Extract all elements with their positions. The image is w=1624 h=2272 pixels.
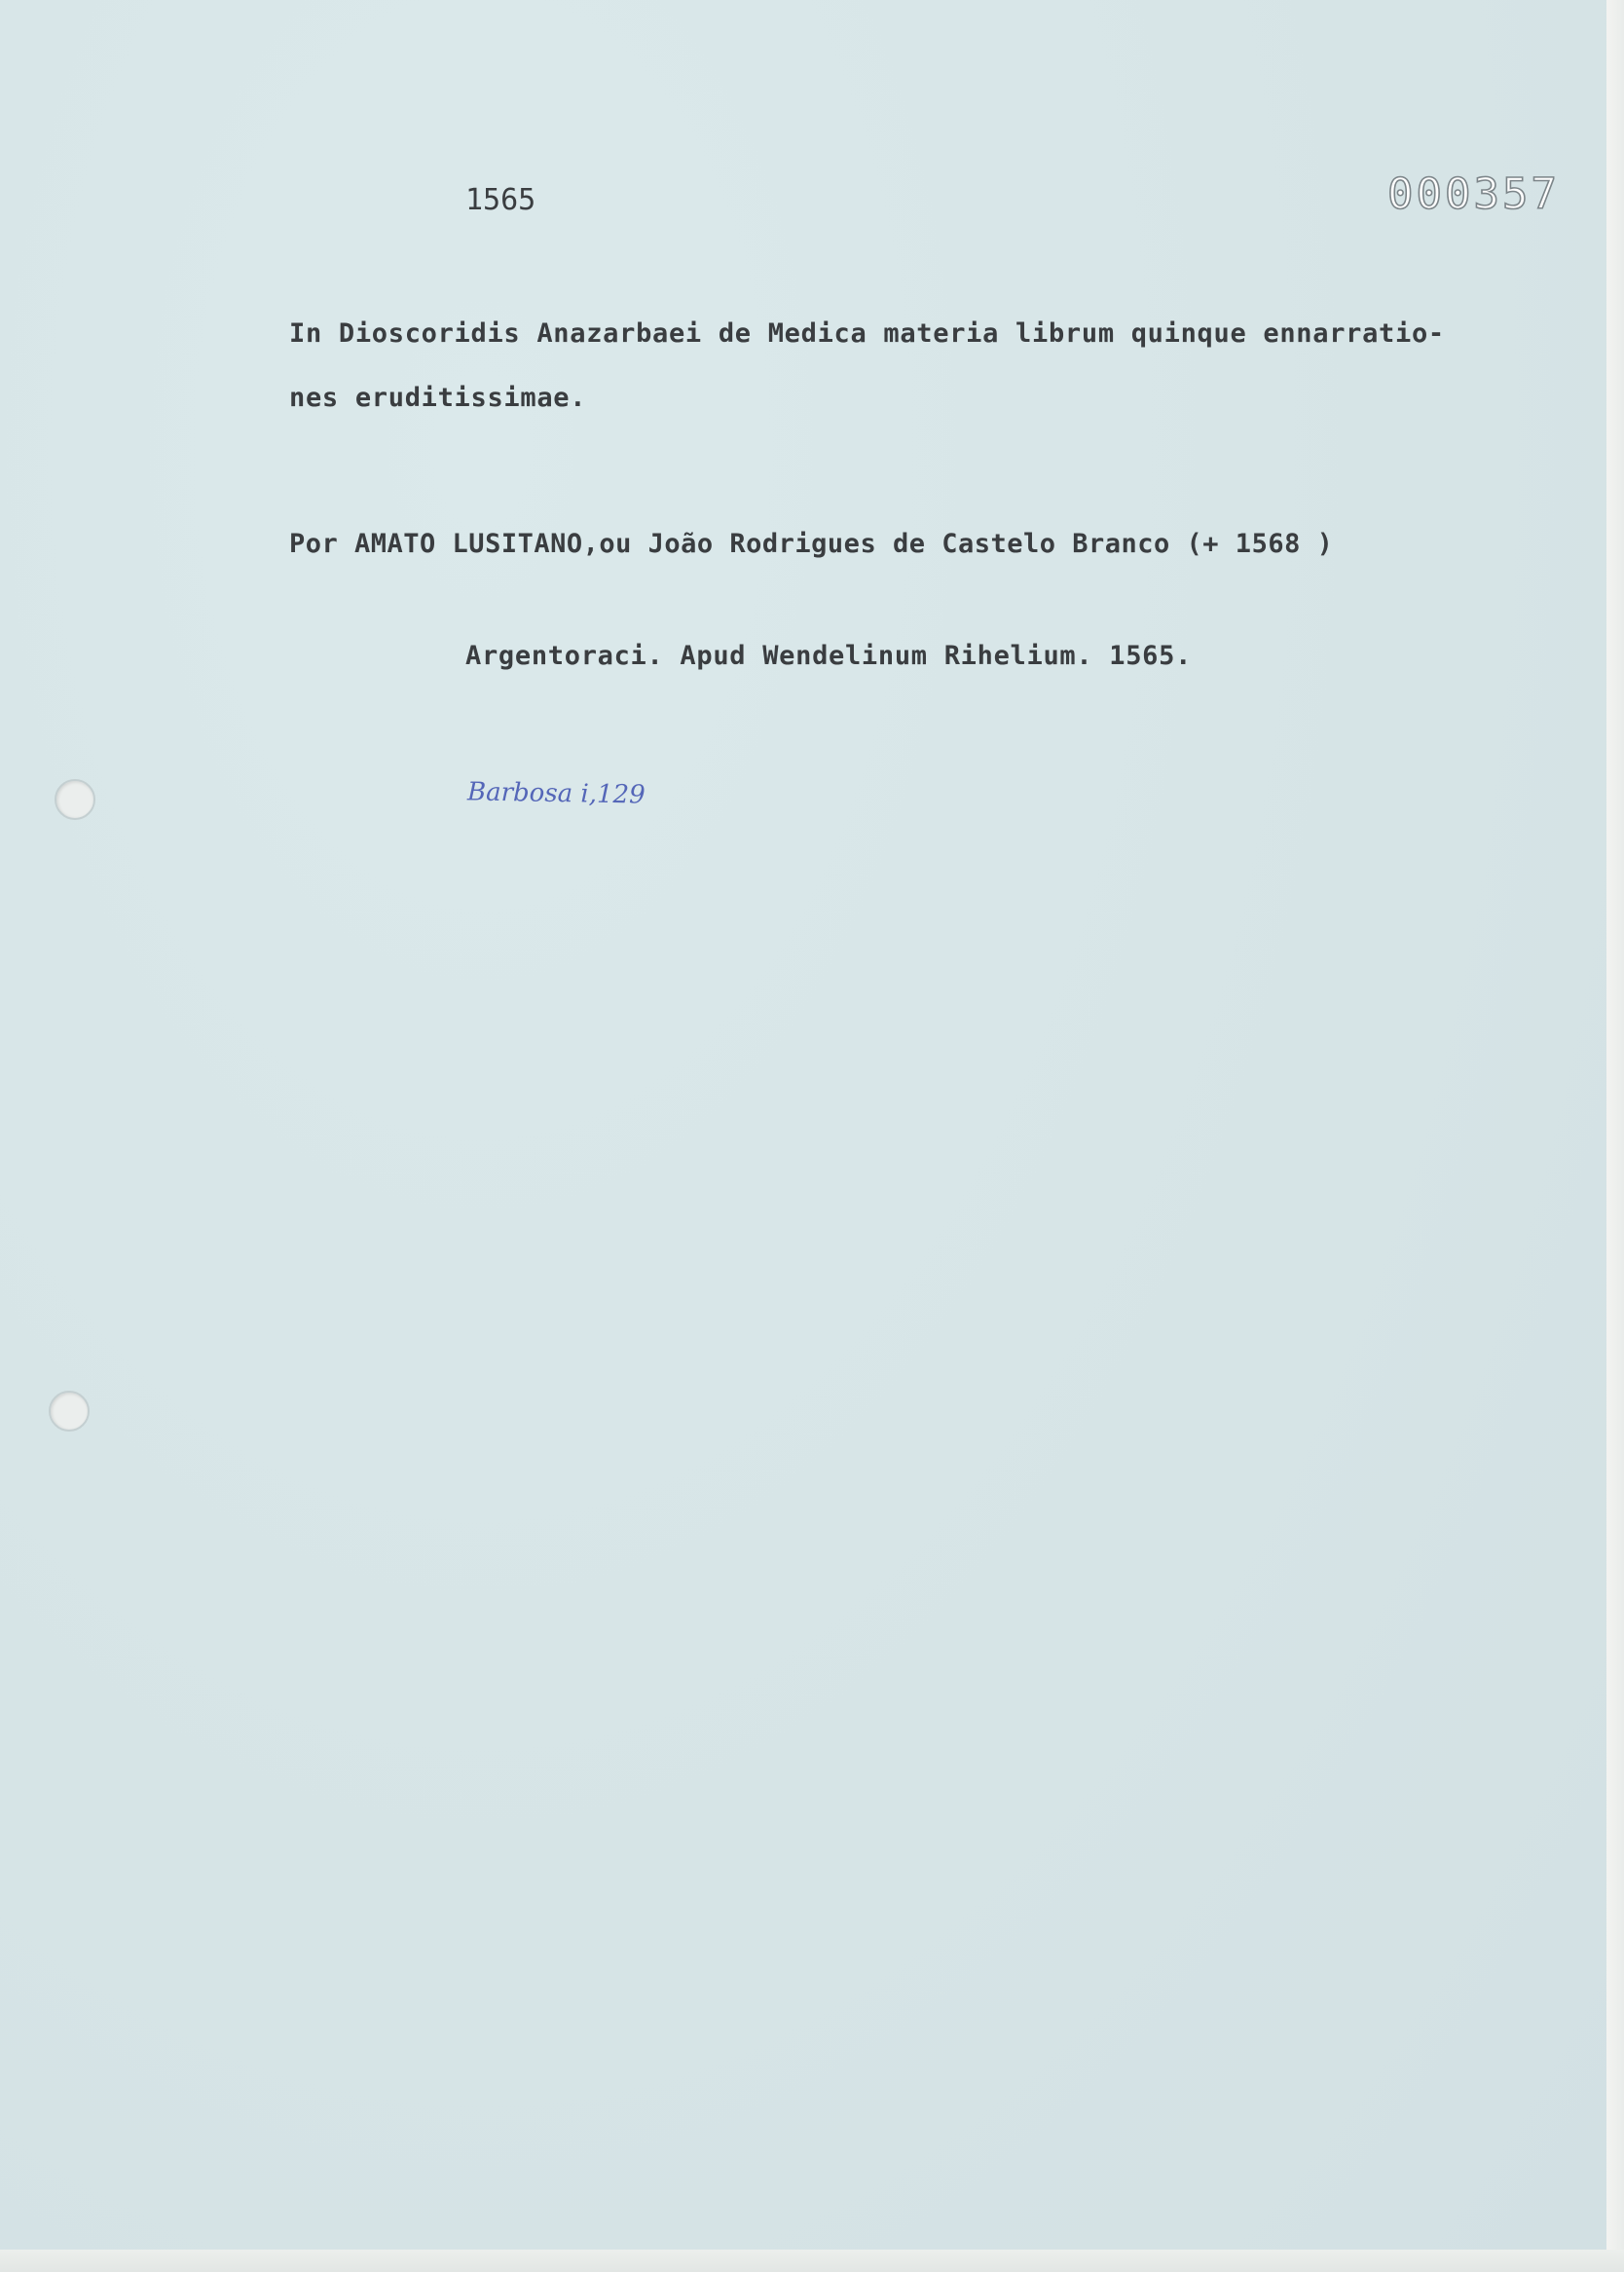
punch-hole-top	[55, 779, 95, 820]
title-line-1: In Dioscoridis Anazarbaei de Medica materia librum quinque ennarratio-	[289, 318, 1445, 349]
punch-hole-bottom	[49, 1391, 90, 1432]
card-right-edge	[1606, 0, 1624, 2272]
handwritten-reference-note: Barbosa i,129	[466, 777, 646, 810]
title-line-2: nes eruditissimae.	[289, 383, 587, 413]
imprint-line: Argentoraci. Apud Wendelinum Rihelium. 1565.	[465, 641, 1193, 671]
serial-number-stamp: 000357	[1387, 169, 1560, 219]
card-bottom-edge	[0, 2250, 1624, 2272]
card-year: 1565	[465, 183, 536, 217]
author-line: Por AMATO LUSITANO,ou João Rodrigues de Castelo Branco (+ 1568 )	[289, 529, 1334, 559]
